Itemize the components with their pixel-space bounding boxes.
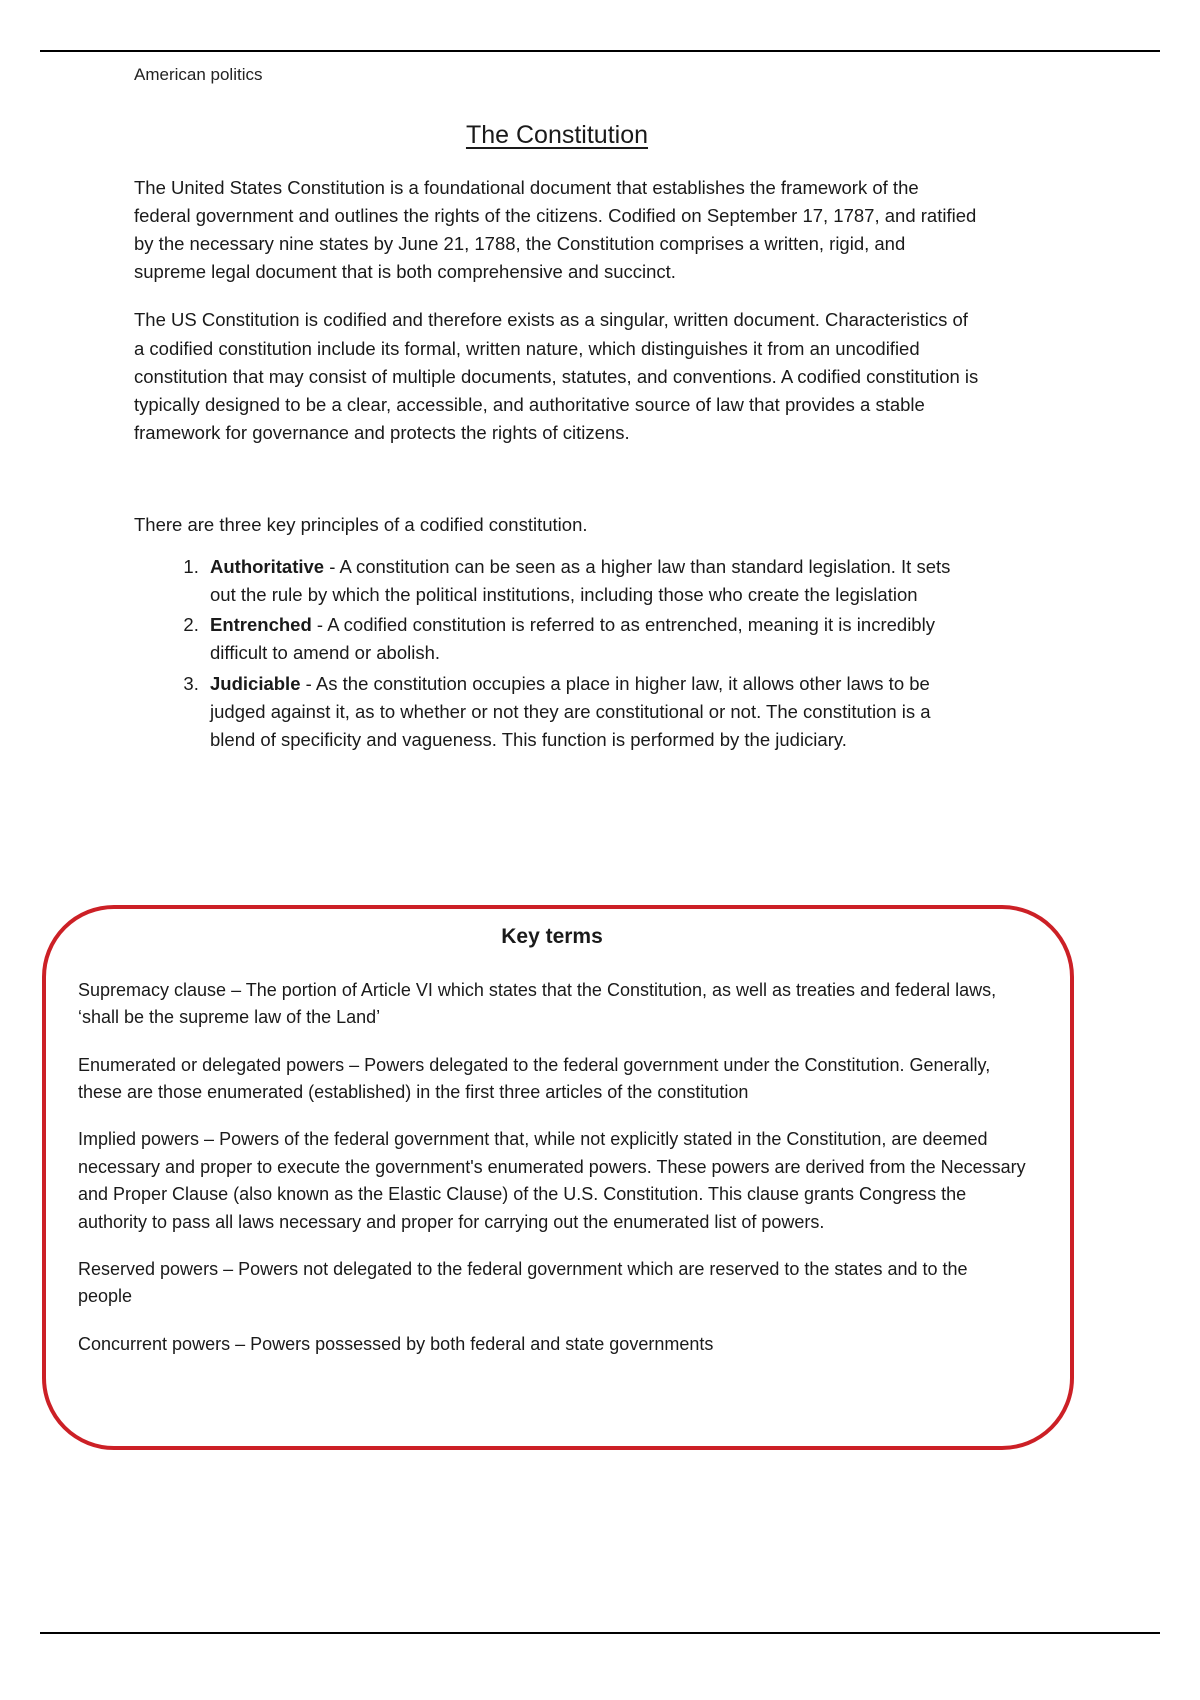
page-title-text: The Constitution xyxy=(465,121,649,149)
document-body xyxy=(134,120,980,756)
key-terms-title: Key terms xyxy=(501,925,603,948)
principles-intro: There are three key principles of a codified constitution. xyxy=(134,513,588,535)
principle-separator: - xyxy=(300,672,316,694)
key-term-concurrent-powers: Concurrent powers – Powers possessed by both federal and state governments xyxy=(78,1333,714,1354)
principle-description: A constitution can be seen as a higher law than standard legislation. It sets out the rule by which the political institutions, including those who create the legislation xyxy=(210,556,951,606)
list-item xyxy=(204,553,980,609)
key-term-supremacy-clause: Supremacy clause – The portion of Article VI which states that the Constitution, as well as treaties and federal laws, ‘shall be the supreme law of the Land’ xyxy=(78,980,997,1028)
key-term-enumerated-powers: Enumerated or delegated powers – Powers delegated to the federal government under the Constitution. Generally, these are those enumerated (established) in the first three articles of the constitution xyxy=(78,1054,991,1103)
key-term-implied-powers: Implied powers – Powers of the federal government that, while not explicitly stated in the Constitution, are deemed necessary and proper to execute the government's enumerated powers. These powers are derived from the Necessary and Proper Clause (also known as the Elastic Clause) of the U.S. Constitution. This clause grants Congress the authority to pass all laws necessary and proper for carrying out the enumerated list of powers. xyxy=(78,1129,1026,1232)
principle-term: Judiciable xyxy=(210,672,301,694)
footer-divider-rule xyxy=(40,1632,1160,1634)
key-terms-content xyxy=(78,925,1026,1358)
subject-header-label: American politics xyxy=(134,65,263,84)
principles-list xyxy=(134,553,980,754)
principle-separator: - xyxy=(324,556,340,578)
paragraph-intro-2: The US Constitution is codified and therefore exists as a singular, written document. Characteristics of a codified constitution include its formal, written nature, which distinguishes it from an uncodified constitution that may consist of multiple documents, statutes, and conventions. A codified constitution is typically designed to be a clear, accessible, and authoritative source of law that provides a stable framework for governance and protects the rights of citizens. xyxy=(134,309,979,443)
principle-separator: - xyxy=(311,614,328,636)
principle-term: Authoritative xyxy=(210,556,325,578)
list-item xyxy=(204,670,980,754)
page-title xyxy=(134,120,980,150)
list-item xyxy=(204,611,980,667)
header-divider-rule xyxy=(40,50,1160,52)
principle-term: Entrenched xyxy=(210,614,312,636)
paragraph-intro-1: The United States Constitution is a foundational document that establishes the framework of the federal government and outlines the rights of the citizens. Codified on September 17, 1787, and ratified by the necessary nine states by June 21, 1788, the Constitution comprises a written, rigid, and supreme legal document that is both comprehensive and succinct. xyxy=(134,177,977,283)
principle-description: A codified constitution is referred to as entrenched, meaning it is incredibly difficult to amend or abolish. xyxy=(210,614,935,664)
key-term-reserved-powers: Reserved powers – Powers not delegated to the federal government which are reserved to the states and to the people xyxy=(78,1258,968,1307)
principle-description: As the constitution occupies a place in higher law, it allows other laws to be judged against it, as to whether or not they are constitutional or not. The constitution is a blend of specificity and vagueness. This function is performed by the judiciary. xyxy=(210,672,931,750)
